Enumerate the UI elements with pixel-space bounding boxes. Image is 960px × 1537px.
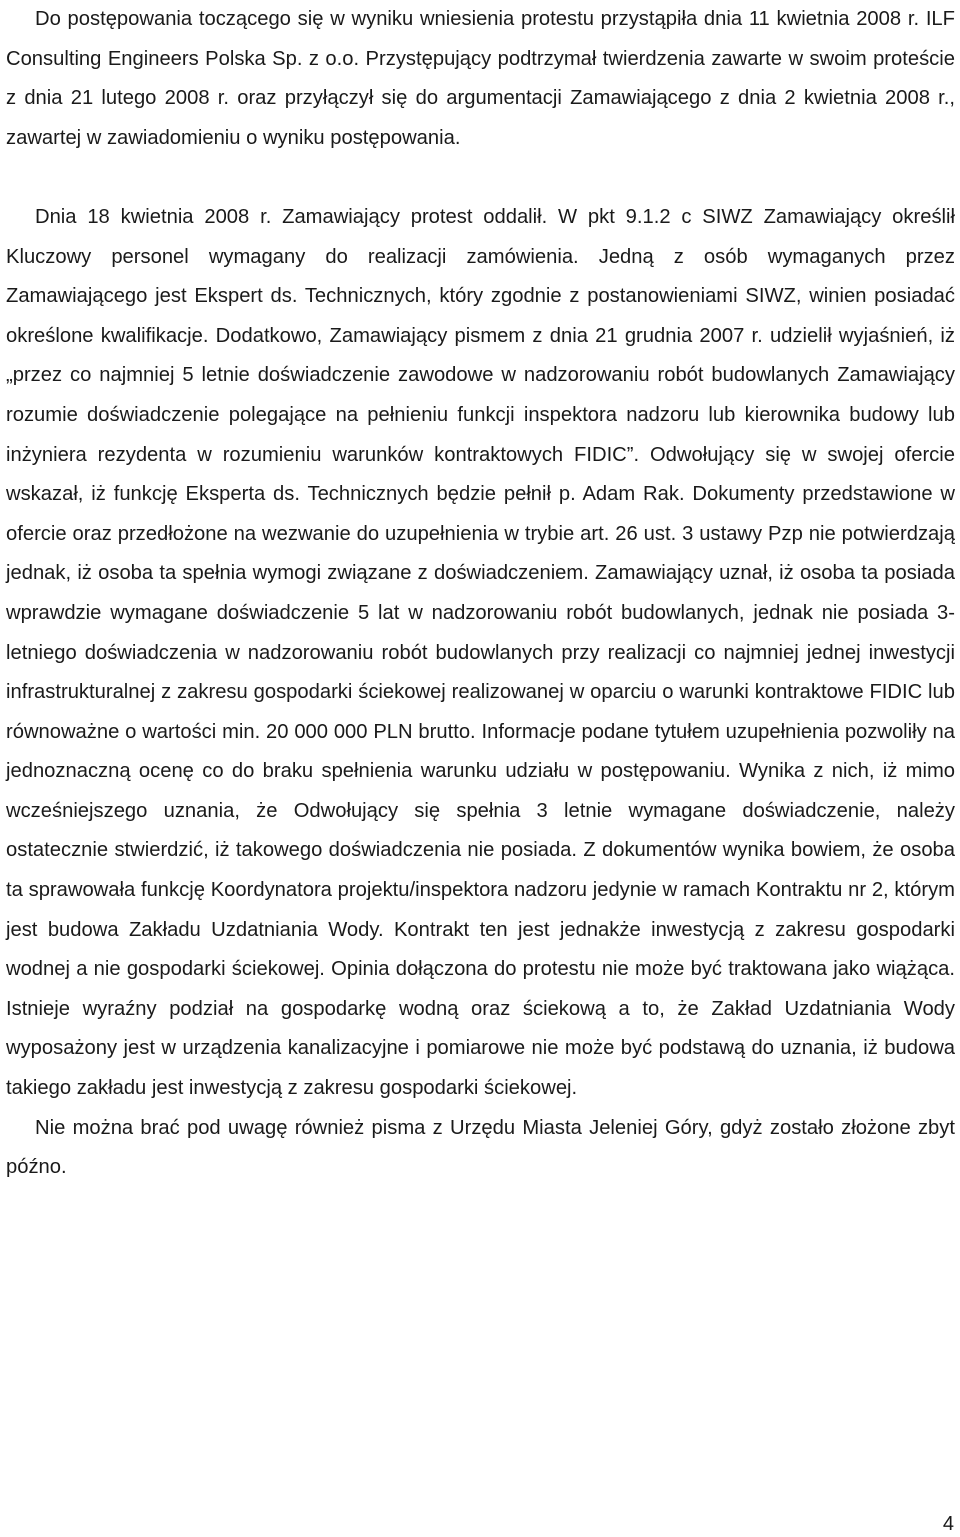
paragraph-intervention: Do postępowania toczącego się w wyniku wniesienia protestu przystąpiła dnia 11 kwietnia 2008 r. ILF Consulting Engineers Polska Sp. z o.o. Przystępujący podtrzymał twierdzenia zawarte w swoim proteście z dnia 21 lutego 2008 r. oraz przyłączył się do argumentacji Zamawiającego z dnia 2 kwietnia 2008 r., zawartej w zawiadomieniu o wyniku postępowania.: [6, 8, 955, 149]
page-number: 4: [942, 1513, 954, 1535]
paragraph-protest-dismissed: Dnia 18 kwietnia 2008 r. Zamawiający protest oddalił. W pkt 9.1.2 c SIWZ Zamawiający określił Kluczowy personel wymagany do realizacji zamówienia. Jedną z osób wymaganych przez Zamawiającego jest Ekspert ds. Technicznych, który zgodnie z postanowieniami SIWZ, winien posiadać określone kwalifikacje. Dodatkowo, Zamawiający pismem z dnia 21 grudnia 2007 r. udzielił wyjaśnień, iż „przez co najmniej 5 letnie doświadczenie zawodowe w nadzorowaniu robót budowlanych Zamawiający rozumie doświadczenie polegające na pełnieniu funkcji inspektora nadzoru lub kierownika budowy lub inżyniera rezydenta w rozumieniu warunków kontraktowych FIDIC”. Odwołujący się w swojej ofercie wskazał, iż funkcję Eksperta ds. Technicznych będzie pełnił p. Adam Rak. Dokumenty przedstawione w ofercie oraz przedłożone na wezwanie do uzupełnienia w trybie art. 26 ust. 3 ustawy Pzp nie potwierdzają jednak, iż osoba ta spełnia wymogi związane z doświadczeniem. Zamawiający uznał, iż osoba ta posiada wprawdzie wymagane doświadczenie 5 lat w nadzorowaniu robót budowlanych, jednak nie posiada 3-letniego doświadczenia w nadzorowaniu robót budowlanych przy realizacji co najmniej jednej inwestycji infrastrukturalnej z zakresu gospodarki ściekowej realizowanej w oparciu o warunki kontraktowe FIDIC lub równoważne o wartości min. 20 000 000 PLN brutto. Informacje podane tytułem uzupełnienia pozwoliły na jednoznaczną ocenę co do braku spełnienia warunku udziału w postępowaniu. Wynika z nich, iż mimo wcześniejszego uznania, że Odwołujący się spełnia 3 letnie wymagane doświadczenie, należy ostatecznie stwierdzić, iż takowego doświadczenia nie posiada. Z dokumentów wynika bowiem, że osoba ta sprawowała funkcję Koordynatora projektu/inspektora nadzoru jedynie w ramach Kontraktu nr 2, którym jest budowa Zakładu Uzdatniania Wody. Kontrakt ten jest jednakże inwestycją z zakresu gospodarki wodnej a nie gospodarki ściekowej. Opinia dołączona do protestu nie może być traktowana jako wiążąca. Istnieje wyraźny podział na gospodarkę wodną oraz ściekową a to, że Zakład Uzdatniania Wody wyposażony jest w urządzenia kanalizacyjne i pomiarowe nie może być podstawą do uznania, iż budowa takiego zakładu jest inwestycją z zakresu gospodarki ściekowej.: [6, 205, 955, 1100]
paragraph-late-letter: Nie można brać pod uwagę również pisma z Urzędu Miasta Jeleniej Góry, gdyż zostało złożone zbyt późno.: [6, 1116, 955, 1179]
document-page: [6, 0, 955, 1188]
